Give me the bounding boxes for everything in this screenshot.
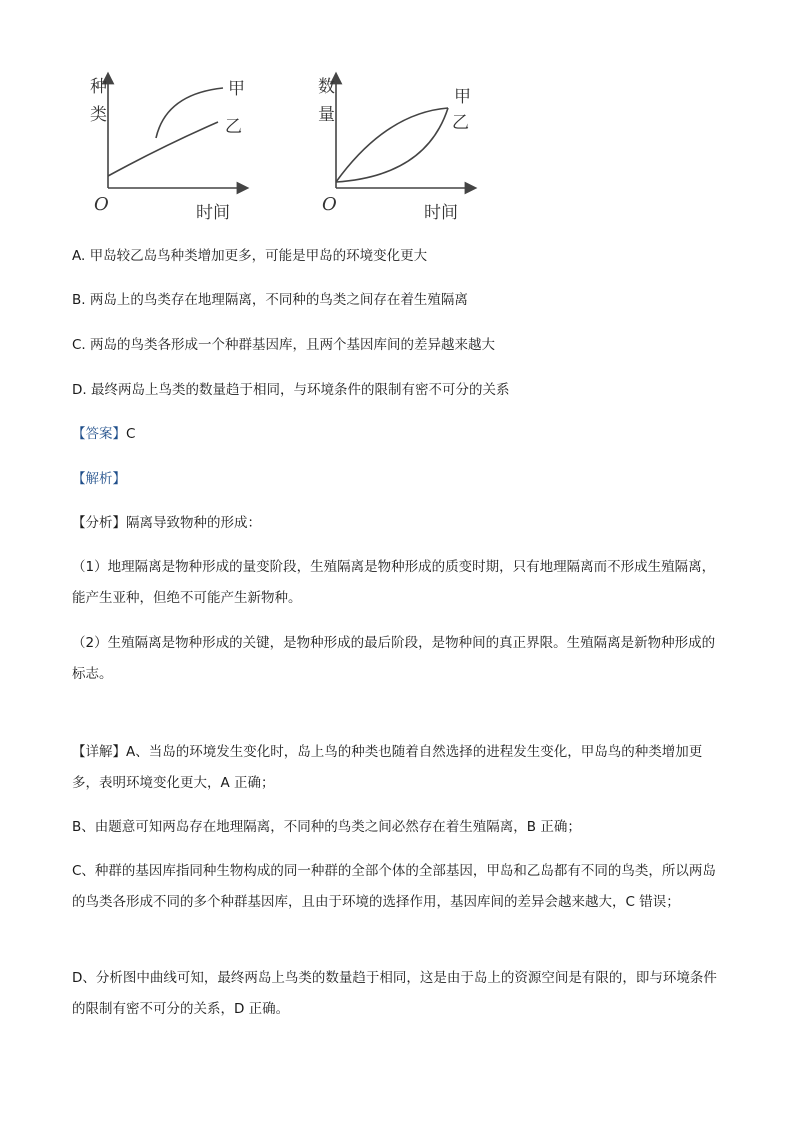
xiangjie-b: B、由题意可知两岛存在地理隔离，不同种的鸟类之间必然存在着生殖隔离，B 正确；	[72, 819, 581, 835]
option-a: A. 甲岛较乙岛鸟种类增加更多，可能是甲岛的环境变化更大	[72, 248, 428, 264]
figure-species-vs-time	[88, 68, 258, 224]
curve-jia	[336, 108, 448, 182]
curve-jia-label: 甲	[228, 79, 245, 99]
option-d: D. 最终两岛上鸟类的数量趋于相同，与环境条件的限制有密不可分的关系	[72, 382, 510, 398]
analysis-label: 【解析】	[72, 471, 126, 487]
x-label: 时间	[196, 203, 230, 223]
xiangjie-a	[72, 737, 724, 799]
answer-line	[72, 424, 732, 444]
figure-quantity-vs-time	[316, 68, 486, 224]
x-label: 时间	[424, 203, 458, 223]
y-label-1: 数	[318, 77, 335, 97]
origin-label: O	[322, 194, 337, 215]
xiangjie-a-text: A、当岛的环境发生变化时，岛上鸟的种类也随着自然选择的进程发生变化，甲岛鸟的种类增加更多，表明环境变化更大，A 正确；	[72, 744, 703, 791]
curve-yi-label: 乙	[452, 113, 469, 133]
fenxi-line	[72, 513, 732, 533]
curve-jia-label: 甲	[454, 87, 471, 107]
origin-label: O	[94, 194, 109, 215]
fenxi-label: 【分析】	[72, 515, 126, 531]
option-b: B. 两岛上的鸟类存在地理隔离，不同种的鸟类之间存在着生殖隔离	[72, 292, 468, 308]
curve-yi	[336, 108, 448, 182]
curve-yi	[108, 122, 218, 176]
answer-label: 【答案】	[72, 426, 126, 442]
curve-yi-label: 乙	[225, 117, 242, 137]
option-c: C. 两岛的鸟类各形成一个种群基因库，且两个基因库间的差异越来越大	[72, 337, 496, 353]
y-label-1: 种	[90, 77, 107, 97]
species-graph	[88, 68, 258, 224]
answer-value: C	[126, 426, 136, 442]
fenxi-point-1: （1）地理隔离是物种形成的量变阶段，生殖隔离是物种形成的质变时期，只有地理隔离而不形成生殖隔离，能产生亚种，但绝不可能产生新物种。	[72, 559, 716, 606]
quantity-graph	[316, 68, 486, 224]
y-label-2: 量	[318, 105, 335, 125]
curve-jia	[156, 88, 223, 138]
xiangjie-c: C、种群的基因库指同种生物构成的同一种群的全部个体的全部基因，甲岛和乙岛都有不同的鸟类，所以两岛的鸟类各形成不同的多个种群基因库，且由于环境的选择作用，基因库间的差异会越来越大，C 错误；	[72, 863, 716, 910]
analysis-heading	[72, 469, 732, 489]
y-label-2: 类	[90, 105, 107, 125]
fenxi-point-2: （2）生殖隔离是物种形成的关键，是物种形成的最后阶段，是物种间的真正界限。生殖隔离是新物种形成的标志。	[72, 635, 716, 682]
xiangjie-label: 【详解】	[72, 744, 126, 760]
fenxi-text: 隔离导致物种的形成：	[126, 515, 261, 531]
xiangjie-d: D、分析图中曲线可知，最终两岛上鸟类的数量趋于相同，这是由于岛上的资源空间是有限的，即与环境条件的限制有密不可分的关系，D 正确。	[72, 970, 717, 1017]
